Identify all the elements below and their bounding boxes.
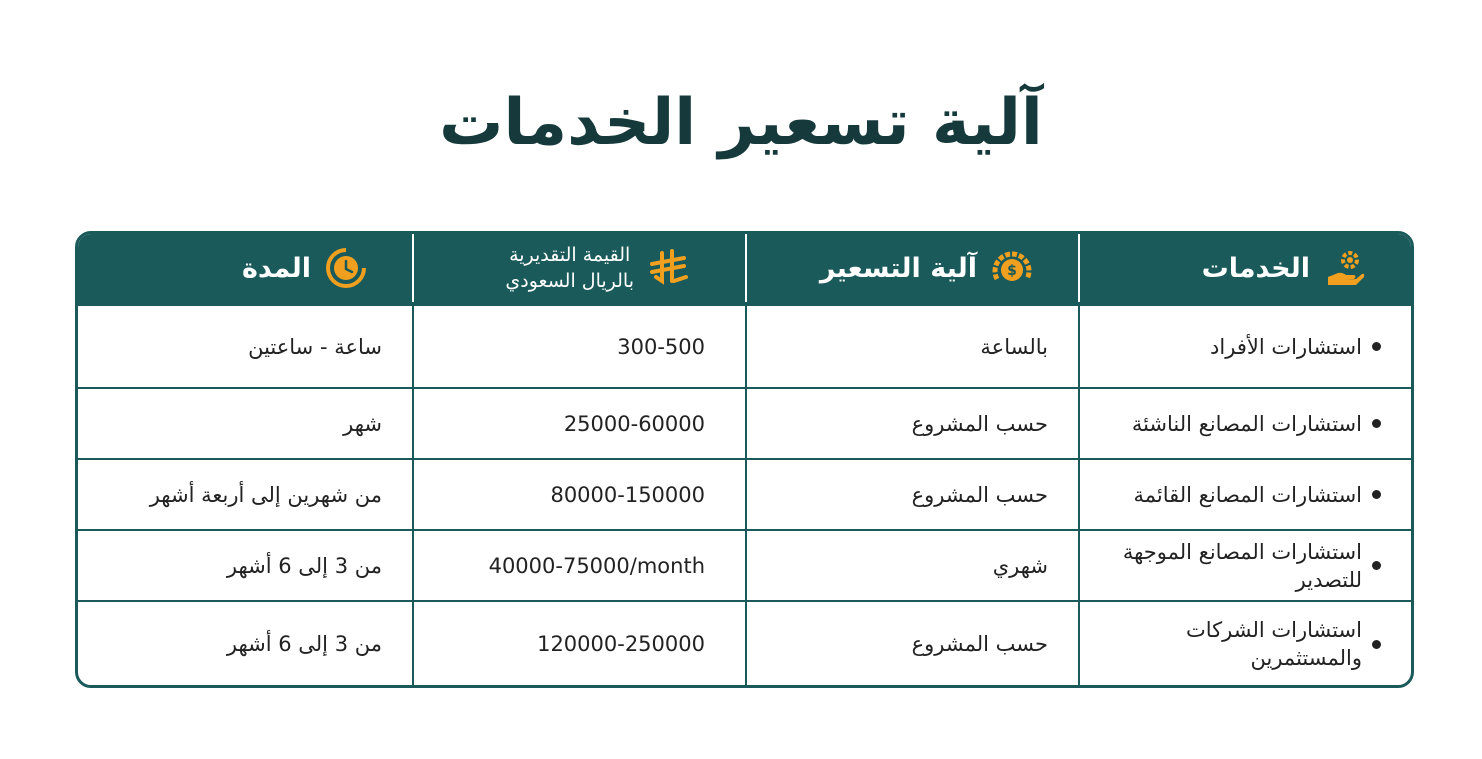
service-cell	[1078, 602, 1411, 686]
dollar-coin-icon	[991, 247, 1033, 289]
table-row	[78, 529, 1411, 600]
pricing-cell: بالساعة	[745, 306, 1078, 387]
table-row	[78, 304, 1411, 387]
service-cell	[1078, 531, 1411, 600]
bullet-icon	[1372, 419, 1381, 428]
svg-text:$: $	[1007, 263, 1017, 279]
service-cell	[1078, 306, 1411, 387]
header-pricing-label: آلية التسعير	[819, 252, 977, 284]
value-cell	[412, 460, 745, 529]
header-services-label: الخدمات	[1201, 252, 1310, 284]
riyal-symbol-icon	[648, 247, 690, 289]
service-text: استشارات الشركات والمستثمرين	[1185, 618, 1362, 670]
header-value-label	[505, 242, 634, 294]
table-row	[78, 600, 1411, 686]
value-text: 120000-250000	[537, 632, 705, 656]
duration-cell: من 3 إلى 6 أشهر	[226, 632, 382, 656]
duration-cell: ساعة - ساعتين	[248, 334, 382, 359]
header-services	[1078, 234, 1411, 302]
pricing-cell: شهري	[745, 531, 1078, 600]
hand-gear-icon	[1324, 247, 1366, 289]
bullet-icon	[1372, 561, 1381, 570]
header-duration	[79, 234, 412, 302]
value-cell	[412, 389, 745, 458]
bullet-icon	[1372, 342, 1381, 351]
duration-cell: من شهرين إلى أربعة أشهر	[149, 482, 382, 507]
value-text: 300-500	[617, 334, 705, 359]
page-title: آلية تسعير الخدمات	[439, 86, 1043, 160]
bullet-icon	[1372, 640, 1381, 649]
service-text: استشارات الأفراد	[1210, 334, 1362, 359]
header-value	[412, 234, 745, 302]
value-cell	[412, 306, 745, 387]
pricing-cell: حسب المشروع	[745, 389, 1078, 458]
header-duration-label: المدة	[241, 252, 311, 284]
header-pricing	[745, 234, 1078, 302]
service-cell	[1078, 389, 1411, 458]
table-row	[78, 458, 1411, 529]
value-text: 25000-60000	[563, 411, 705, 436]
duration-cell: من 3 إلى 6 أشهر	[226, 553, 382, 578]
service-cell	[1078, 460, 1411, 529]
pricing-cell: حسب المشروع	[745, 602, 1078, 686]
value-text: 40000-75000/month	[488, 553, 705, 578]
header-value-line1: القيمة التقديرية	[509, 244, 631, 266]
value-cell	[412, 531, 745, 600]
pricing-cell: حسب المشروع	[745, 460, 1078, 529]
value-text: 80000-150000	[550, 482, 705, 507]
bullet-icon	[1372, 490, 1381, 499]
pricing-table	[75, 231, 1414, 688]
table-row	[78, 387, 1411, 458]
header-value-line2: بالريال السعودي	[505, 270, 634, 292]
value-cell	[412, 602, 745, 686]
service-text: استشارات المصانع الموجهة للتصدير	[1122, 539, 1362, 592]
clock-icon	[325, 247, 367, 289]
table-header	[78, 234, 1411, 304]
service-text: استشارات المصانع الناشئة	[1131, 411, 1362, 436]
duration-cell: شهر	[343, 411, 382, 436]
service-text: استشارات المصانع القائمة	[1133, 482, 1362, 507]
